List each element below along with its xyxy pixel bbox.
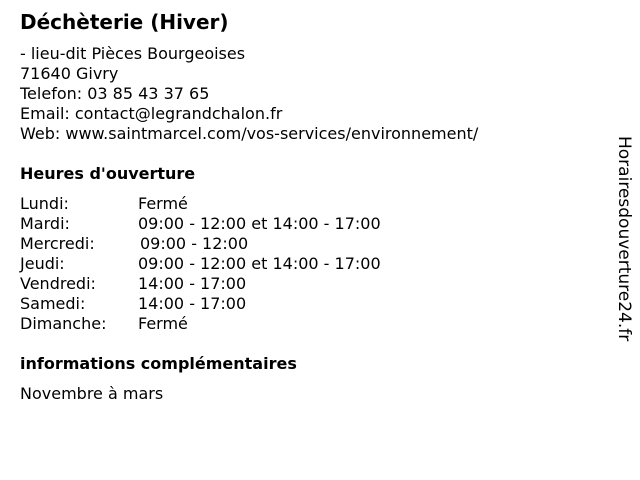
opening-hours-heading: Heures d'ouverture xyxy=(20,164,196,183)
day-hours: 14:00 - 17:00 xyxy=(138,274,247,293)
day-label: Dimanche: xyxy=(20,314,107,333)
website-link[interactable]: Web: www.saintmarcel.com/vos-services/environnement/ xyxy=(20,124,479,143)
email-link[interactable]: Email: contact@legrandchalon.fr xyxy=(20,104,283,123)
day-hours: Fermé xyxy=(138,194,188,213)
watermark-text: Horairesdouverture24.fr xyxy=(614,136,634,342)
day-label: Samedi: xyxy=(20,294,86,313)
day-label: Mercredi: xyxy=(20,234,95,253)
day-label: Jeudi: xyxy=(20,254,65,273)
page-title: Déchèterie (Hiver) xyxy=(20,10,229,34)
additional-info-heading: informations complémentaires xyxy=(20,354,297,373)
day-hours: 14:00 - 17:00 xyxy=(138,294,247,313)
day-hours: 09:00 - 12:00 et 14:00 - 17:00 xyxy=(138,254,381,273)
day-hours: 09:00 - 12:00 et 14:00 - 17:00 xyxy=(138,214,381,233)
additional-info-text: Novembre à mars xyxy=(20,384,164,403)
phone-number[interactable]: Telefon: 03 85 43 37 65 xyxy=(20,84,210,103)
day-hours: 09:00 - 12:00 xyxy=(140,234,249,253)
address-block xyxy=(20,44,478,144)
day-label: Vendredi: xyxy=(20,274,96,293)
day-hours: Fermé xyxy=(138,314,188,333)
address-line: - lieu-dit Pièces Bourgeoises xyxy=(20,44,246,63)
day-label: Lundi: xyxy=(20,194,69,213)
postal-city: 71640 Givry xyxy=(20,64,119,83)
site-watermark xyxy=(612,136,636,376)
day-label: Mardi: xyxy=(20,214,70,233)
